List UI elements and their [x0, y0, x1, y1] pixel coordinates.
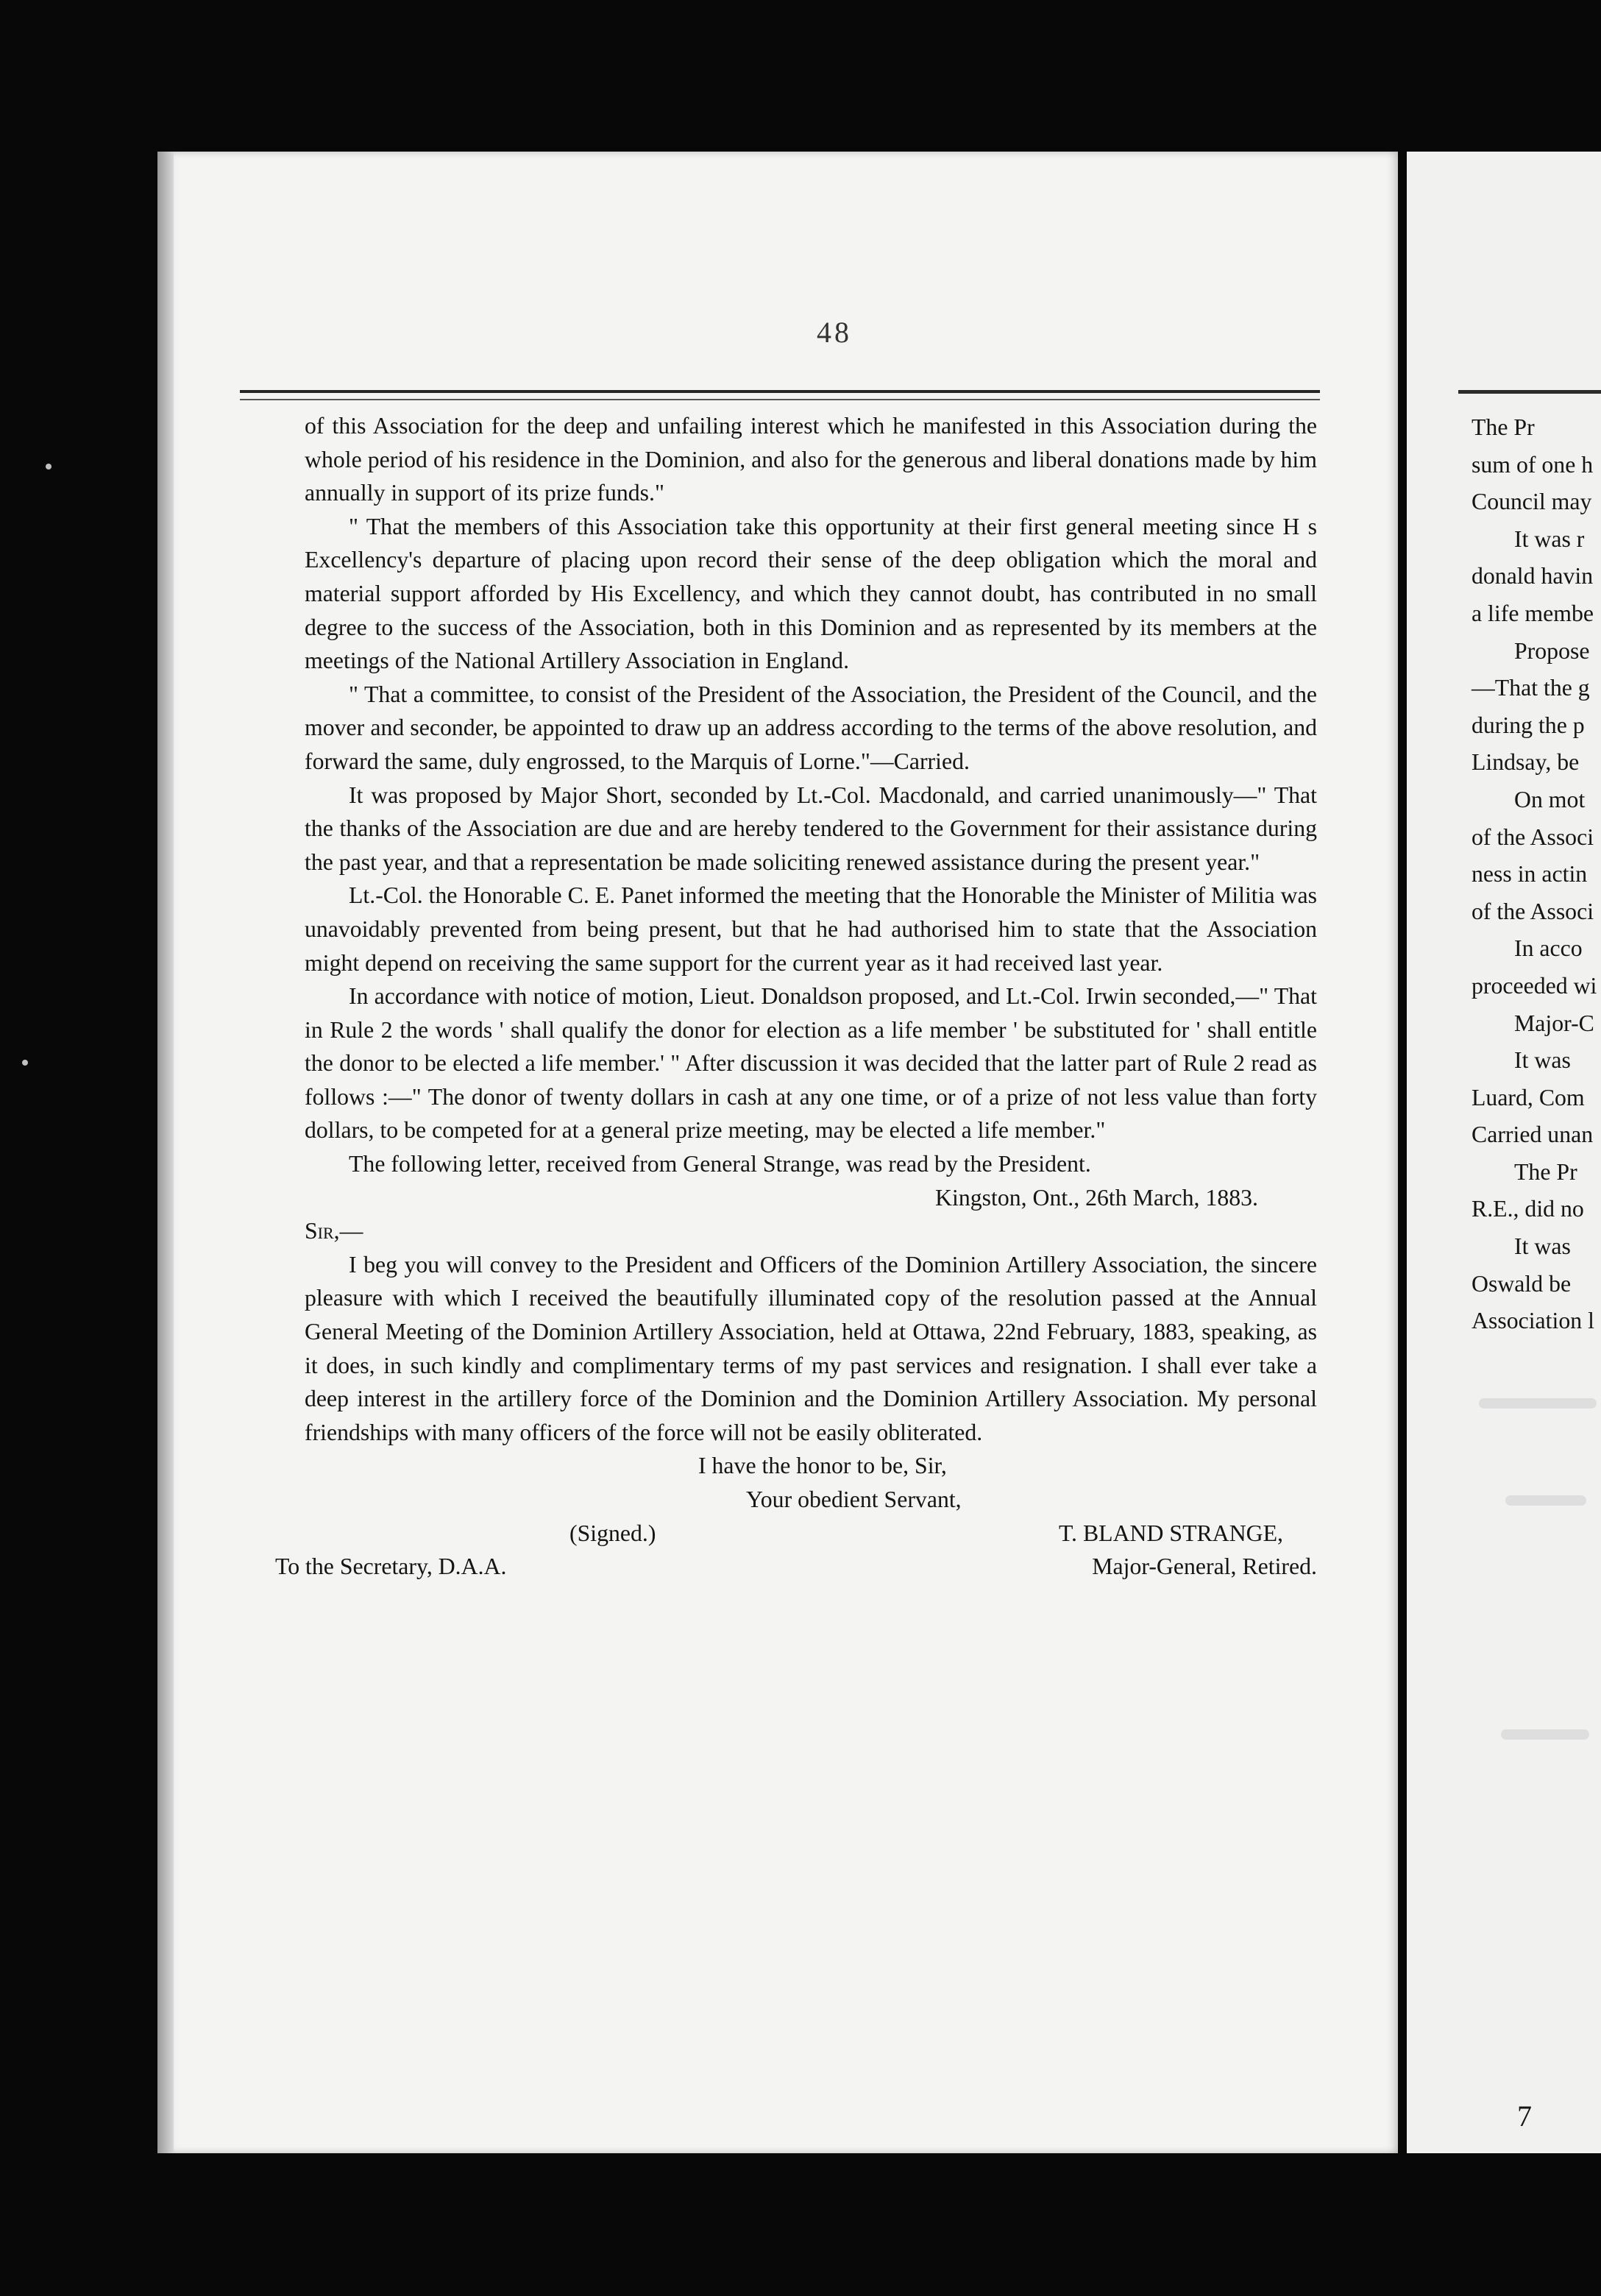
right-line: Council may [1472, 489, 1592, 515]
right-line: Lindsay, be [1472, 749, 1580, 776]
letter-body: I beg you will convey to the President and Officers of the Dominion Artillery Association, the sincere pleasure with which I received the beautifully illuminated copy of the resolution passed at the Annual General Meeting of the Dominion Artillery Association, held at Ottawa, 22nd February, 1883, speaking, as it does, in such kindly and complimentary terms of my past services and resignation. I shall ever take a deep interest in the artillery force of the Dominion and the Dominion Artillery Association. My personal friendships with many officers of the force will not be easily obliterated. [305, 1251, 1317, 1445]
right-line: In acco [1514, 935, 1583, 962]
signer-rank: Major-General, Retired. [1092, 1553, 1317, 1580]
paragraph-committee: " That a committee, to consist of the President of the Association, the President of the Council, and the mover and seconder, be appointed to draw up an address according to the terms of the above resolution, and forward the same, duly engrossed, to the Marquis of Lorne."—Carried. [305, 681, 1317, 774]
right-line: Oswald be [1472, 1270, 1572, 1297]
signed-note: (Signed.) [569, 1520, 656, 1546]
scan-speck [46, 464, 52, 470]
right-page-text [1472, 409, 1601, 1340]
paragraph-continued: of this Association for the deep and unfailing interest which he manifested in this Association during the whole period of his residence in the Dominion, and also for the generous and liberal donations made by him annually in support of its prize funds." [305, 413, 1317, 506]
right-line: The Pr [1514, 1158, 1577, 1185]
paragraph-thanks-government: It was proposed by Major Short, seconded by Lt.-Col. Macdonald, and carried unanimously—" That the thanks of the Association are due and are hereby tendered to the Government for their assistance during the past year, and that a representation be made soliciting renewed assistance during the present year." [305, 782, 1317, 875]
page-body [275, 409, 1317, 1584]
right-line: It was [1514, 1047, 1571, 1074]
right-line: —That the g [1472, 675, 1590, 701]
right-line: Luard, Com [1472, 1084, 1585, 1110]
right-line: proceeded wi [1472, 972, 1597, 999]
right-line: It was [1514, 1233, 1571, 1260]
right-line: R.E., did no [1472, 1196, 1584, 1222]
right-line: On mot [1514, 786, 1586, 812]
right-line: Carried unan [1472, 1122, 1594, 1148]
letter-dateline: Kingston, Ont., 26th March, 1883. [935, 1184, 1258, 1211]
right-line: during the p [1472, 712, 1585, 738]
right-page-number: 7 [1517, 2100, 1532, 2133]
signature-row [305, 1517, 1317, 1551]
right-line: Association l [1472, 1308, 1594, 1334]
paragraph-resolution: " That the members of this Association take this opportunity at their first general meeting since H s Excellency's departure of placing upon record their sense of the deep obligation which the moral and material support afforded by His Excellency, and which they cannot doubt, has contributed in no small degree to the success of the Association, both in this Dominion and as represented by its members at the meetings of the National Artillery Association in England. [305, 513, 1317, 674]
right-line: ness in actin [1472, 861, 1588, 887]
right-line: donald havin [1472, 563, 1594, 589]
right-header-rule [1458, 390, 1601, 394]
letter-closing: I have the honor to be, Sir, [698, 1453, 947, 1479]
right-line: of the Associ [1472, 823, 1594, 850]
addressee-row [275, 1550, 1317, 1584]
right-line: Major-C [1514, 1010, 1594, 1036]
right-page-fragment [1407, 152, 1601, 2153]
signer-name: T. BLAND STRANGE, [1058, 1520, 1283, 1546]
header-rule [240, 390, 1320, 393]
paragraph-minister-militia: Lt.-Col. the Honorable C. E. Panet informed the meeting that the Honorable the Minister of Militia was unavoidably prevented from being present, but that he had authorised him to state that the Association might depend on receiving the same support for the current year as it had received last year. [305, 882, 1317, 976]
letter-salutation: Sir,— [305, 1218, 363, 1244]
page-number: 48 [817, 316, 852, 349]
right-line: The Pr [1472, 414, 1535, 440]
paragraph-rule-2: In accordance with notice of motion, Lieut. Donaldson proposed, and Lt.-Col. Irwin seconded,—" That in Rule 2 the words ' shall qualify the donor for election as a life member ' be substituted for ' shall entitle the donor to be elected a life member.' " After discussion it was decided that the latter part of Rule 2 read as follows :—" The donor of twenty dollars in cash at any one time, or of a prize of not less value than forty dollars, to be competed for at a general prize meeting, may be elected a life member." [305, 983, 1317, 1144]
right-line: a life membe [1472, 600, 1594, 626]
right-line: Propose [1514, 637, 1590, 664]
bleed-through-smudge [1501, 1729, 1589, 1740]
header-rule-thin [240, 399, 1320, 400]
left-page [157, 152, 1398, 2153]
right-line: of the Associ [1472, 898, 1594, 924]
paragraph-letter-intro: The following letter, received from General Strange, was read by the President. [349, 1151, 1091, 1177]
addressee: To the Secretary, D.A.A. [275, 1553, 507, 1580]
page-gutter-shadow [157, 152, 174, 2153]
bleed-through-smudge [1505, 1495, 1586, 1506]
scan-speck [22, 1060, 28, 1066]
right-line: It was r [1514, 525, 1585, 552]
letter-closing-servant: Your obedient Servant, [746, 1487, 962, 1512]
right-line: sum of one h [1472, 451, 1594, 478]
bleed-through-smudge [1479, 1398, 1597, 1409]
